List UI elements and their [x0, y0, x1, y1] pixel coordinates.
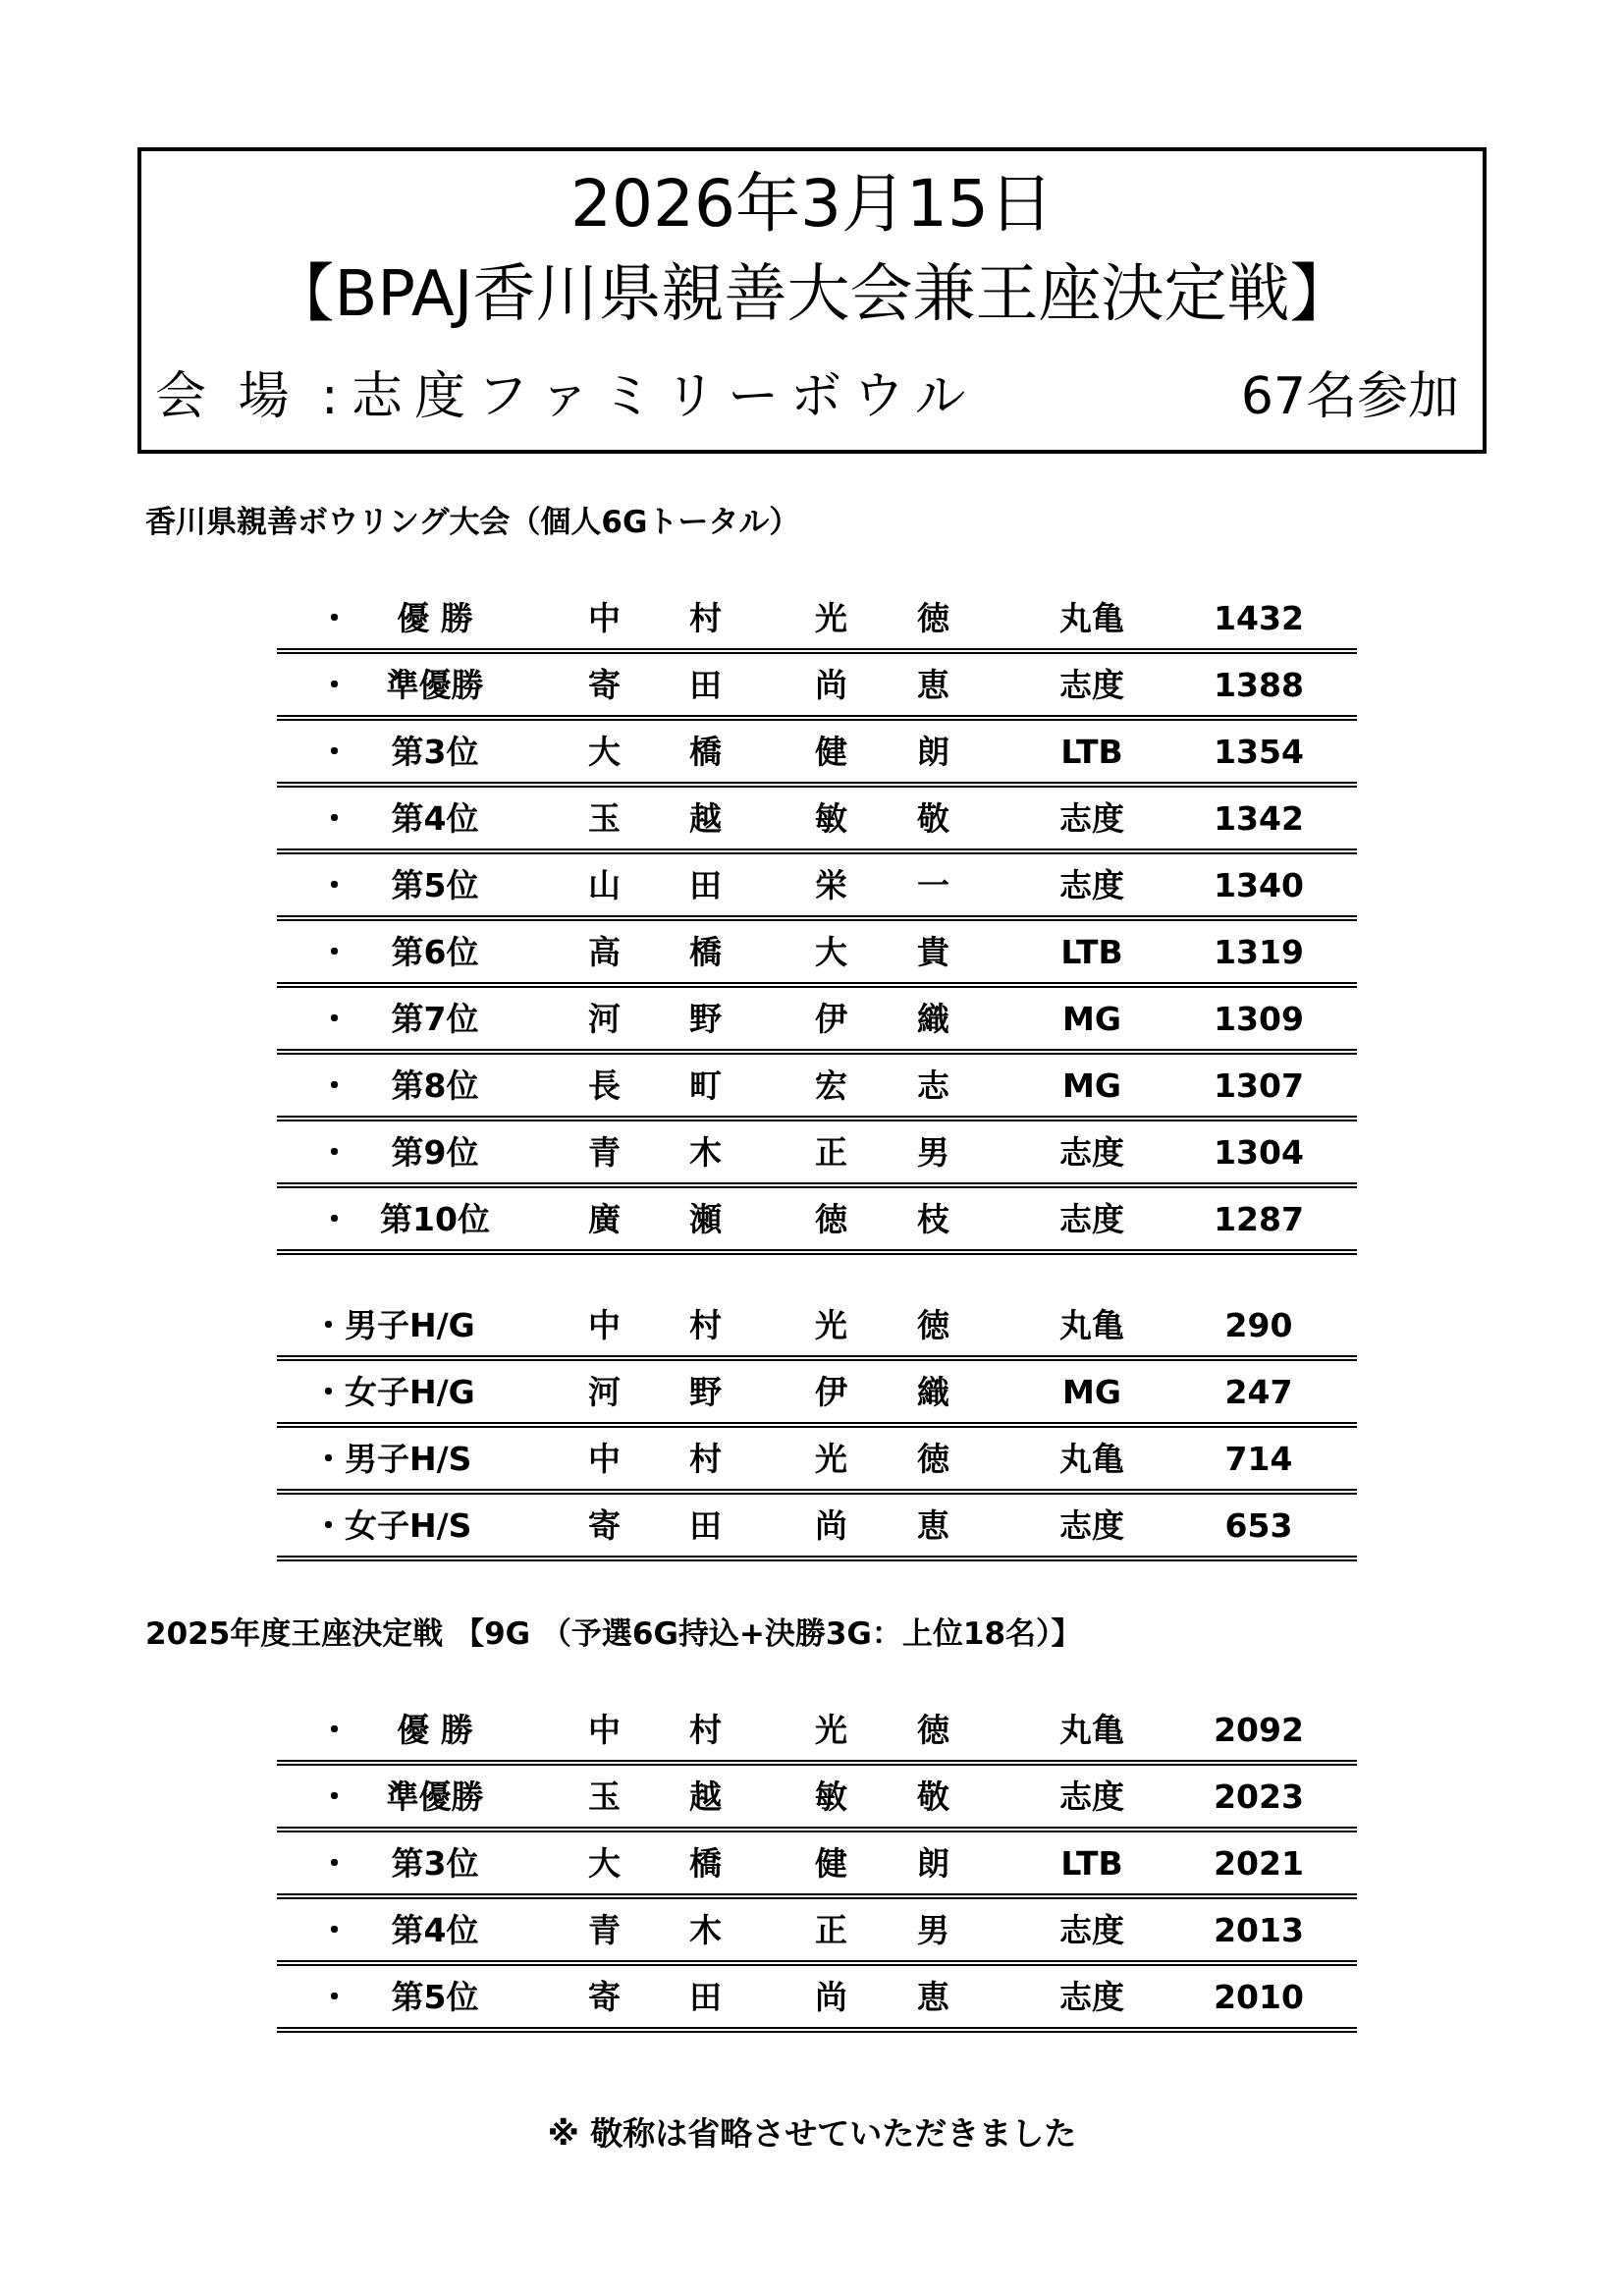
given-name-char: 光 — [815, 1306, 847, 1344]
participant-count: 67名参加 — [1240, 367, 1459, 426]
row-bullet: ・ — [318, 1978, 351, 2016]
club-name: 丸亀 — [1059, 1440, 1124, 1478]
given-name-char: 大 — [815, 933, 847, 971]
row-bullet: ・ — [318, 666, 351, 704]
footer-note: ※ 敬称は省略させていただきました — [547, 2114, 1077, 2153]
table-row — [277, 1832, 1357, 1899]
club-name: 志度 — [1059, 1911, 1124, 1949]
surname-char: 河 — [588, 1000, 621, 1038]
club-name: 志度 — [1059, 799, 1124, 838]
row-bullet: ・ — [318, 599, 351, 637]
score: 653 — [1224, 1506, 1293, 1545]
row-bullet: ・ — [318, 1911, 351, 1949]
score: 290 — [1224, 1306, 1293, 1344]
row-bullet: ・ — [318, 1711, 351, 1749]
rank-label: 第4位 — [391, 799, 479, 838]
surname-char: 田 — [689, 1506, 722, 1545]
table-row — [277, 1121, 1357, 1188]
rank-label: 第7位 — [391, 1000, 479, 1038]
surname-char: 青 — [588, 1911, 621, 1949]
surname-char: 村 — [689, 1711, 722, 1749]
surname-char: 野 — [689, 1373, 722, 1411]
row-bullet: ・ — [318, 1844, 351, 1883]
score: 1309 — [1214, 1000, 1304, 1038]
given-name-char: 尚 — [815, 666, 847, 704]
surname-char: 玉 — [588, 1777, 621, 1816]
given-name-char: 正 — [815, 1911, 847, 1949]
given-name-char: 徳 — [917, 1440, 949, 1478]
surname-char: 大 — [588, 733, 621, 771]
club-name: 志度 — [1059, 1506, 1124, 1545]
score: 1354 — [1214, 733, 1304, 771]
surname-char: 中 — [588, 1711, 621, 1749]
surname-char: 田 — [689, 666, 722, 704]
section1-results-table — [277, 587, 1357, 1255]
surname-char: 大 — [588, 1844, 621, 1883]
surname-char: 長 — [588, 1066, 621, 1105]
surname-char: 橋 — [689, 1844, 722, 1883]
surname-char: 町 — [689, 1066, 722, 1105]
given-name-char: 宏 — [815, 1066, 847, 1105]
surname-char: 木 — [689, 1133, 722, 1172]
score: 247 — [1224, 1373, 1293, 1411]
score: 1432 — [1214, 599, 1304, 637]
row-bullet: ・ — [318, 1066, 351, 1105]
club-name: LTB — [1060, 933, 1123, 971]
surname-char: 寄 — [588, 1978, 621, 2016]
row-bullet: ・ — [318, 799, 351, 838]
title-box — [137, 147, 1487, 454]
surname-char: 寄 — [588, 1506, 621, 1545]
award-label: ・女子H/G — [312, 1373, 475, 1411]
given-name-char: 恵 — [917, 1506, 949, 1545]
club-name: 志度 — [1059, 866, 1124, 904]
score: 1342 — [1214, 799, 1304, 838]
rank-label: 準優勝 — [386, 1777, 484, 1816]
rank-label: 第3位 — [391, 733, 479, 771]
given-name-char: 枝 — [917, 1200, 949, 1238]
surname-char: 瀬 — [689, 1200, 722, 1238]
club-name: 志度 — [1059, 1777, 1124, 1816]
score: 2013 — [1214, 1911, 1304, 1949]
award-label: ・女子H/S — [312, 1506, 472, 1545]
given-name-char: 徳 — [917, 1711, 949, 1749]
given-name-char: 健 — [815, 733, 847, 771]
rank-label: 第9位 — [391, 1133, 479, 1172]
table-row — [277, 1699, 1357, 1766]
club-name: MG — [1062, 1000, 1121, 1038]
given-name-char: 徳 — [917, 599, 949, 637]
row-bullet: ・ — [318, 1777, 351, 1816]
row-bullet: ・ — [318, 1200, 351, 1238]
rank-label: 優 勝 — [397, 1711, 473, 1749]
club-name: MG — [1062, 1373, 1121, 1411]
rank-label: 第3位 — [391, 1844, 479, 1883]
club-name: 丸亀 — [1059, 1306, 1124, 1344]
score: 2010 — [1214, 1978, 1304, 2016]
given-name-char: 敬 — [917, 799, 949, 838]
surname-char: 村 — [689, 1440, 722, 1478]
given-name-char: 敏 — [815, 799, 847, 838]
row-bullet: ・ — [318, 1000, 351, 1038]
score: 1307 — [1214, 1066, 1304, 1105]
given-name-char: 貴 — [917, 933, 949, 971]
surname-char: 橋 — [689, 933, 722, 971]
score: 1340 — [1214, 866, 1304, 904]
given-name-char: 男 — [917, 1133, 949, 1172]
given-name-char: 尚 — [815, 1506, 847, 1545]
row-bullet: ・ — [318, 733, 351, 771]
venue-name: 志度ファミリーボウル — [352, 367, 978, 426]
given-name-char: 敏 — [815, 1777, 847, 1816]
rank-label: 第10位 — [380, 1200, 490, 1238]
section2-results-table — [277, 1699, 1357, 2033]
section2-title: 2025年度王座決定戦 【9G （予選6G持込+決勝3G：上位18名）】 — [145, 1616, 1082, 1652]
row-bullet: ・ — [318, 1133, 351, 1172]
given-name-char: 一 — [917, 866, 949, 904]
club-name: 丸亀 — [1059, 1711, 1124, 1749]
table-row — [277, 654, 1357, 721]
score: 1319 — [1214, 933, 1304, 971]
surname-char: 中 — [588, 599, 621, 637]
given-name-char: 徳 — [917, 1306, 949, 1344]
given-name-char: 朗 — [917, 733, 949, 771]
given-name-char: 栄 — [815, 866, 847, 904]
score: 2023 — [1214, 1777, 1304, 1816]
rank-label: 第5位 — [391, 866, 479, 904]
given-name-char: 徳 — [815, 1200, 847, 1238]
row-bullet: ・ — [318, 866, 351, 904]
surname-char: 中 — [588, 1440, 621, 1478]
score: 1287 — [1214, 1200, 1304, 1238]
table-row — [277, 921, 1357, 988]
given-name-char: 恵 — [917, 1978, 949, 2016]
club-name: 志度 — [1059, 1133, 1124, 1172]
given-name-char: 健 — [815, 1844, 847, 1883]
table-row — [277, 854, 1357, 921]
event-date: 2026年3月15日 — [570, 166, 1054, 242]
surname-char: 村 — [689, 1306, 722, 1344]
surname-char: 青 — [588, 1133, 621, 1172]
table-row — [277, 721, 1357, 788]
award-label: ・男子H/G — [312, 1306, 475, 1344]
given-name-char: 光 — [815, 1440, 847, 1478]
given-name-char: 恵 — [917, 666, 949, 704]
event-title: 【BPAJ香川県親善大会兼王座決定戦】 — [271, 258, 1353, 331]
given-name-char: 尚 — [815, 1978, 847, 2016]
score: 1304 — [1214, 1133, 1304, 1172]
rank-label: 第4位 — [391, 1911, 479, 1949]
surname-char: 廣 — [588, 1200, 621, 1238]
table-row — [277, 1188, 1357, 1255]
club-name: MG — [1062, 1066, 1121, 1105]
surname-char: 河 — [588, 1373, 621, 1411]
table-row — [277, 1766, 1357, 1832]
club-name: 丸亀 — [1059, 599, 1124, 637]
given-name-char: 織 — [917, 1373, 949, 1411]
given-name-char: 伊 — [815, 1373, 847, 1411]
table-row — [277, 587, 1357, 654]
venue-label: 会 場 : — [155, 367, 347, 426]
surname-char: 玉 — [588, 799, 621, 838]
score: 1388 — [1214, 666, 1304, 704]
score: 2021 — [1214, 1844, 1304, 1883]
table-row — [277, 1899, 1357, 1966]
rank-label: 第8位 — [391, 1066, 479, 1105]
club-name: 志度 — [1059, 666, 1124, 704]
given-name-char: 男 — [917, 1911, 949, 1949]
table-row — [277, 1055, 1357, 1121]
rank-label: 第6位 — [391, 933, 479, 971]
given-name-char: 光 — [815, 599, 847, 637]
surname-char: 中 — [588, 1306, 621, 1344]
table-row — [277, 988, 1357, 1055]
table-row — [277, 1361, 1357, 1428]
rank-label: 優 勝 — [397, 599, 473, 637]
given-name-char: 正 — [815, 1133, 847, 1172]
given-name-char: 敬 — [917, 1777, 949, 1816]
table-row — [277, 1294, 1357, 1361]
surname-char: 寄 — [588, 666, 621, 704]
given-name-char: 伊 — [815, 1000, 847, 1038]
given-name-char: 志 — [917, 1066, 949, 1105]
section1-title: 香川県親善ボウリング大会（個人6Gトータル） — [145, 505, 800, 540]
surname-char: 越 — [689, 799, 722, 838]
table-row — [277, 788, 1357, 854]
rank-label: 準優勝 — [386, 666, 484, 704]
surname-char: 野 — [689, 1000, 722, 1038]
surname-char: 橋 — [689, 733, 722, 771]
score: 714 — [1224, 1440, 1293, 1478]
surname-char: 高 — [588, 933, 621, 971]
table-row — [277, 1428, 1357, 1495]
given-name-char: 光 — [815, 1711, 847, 1749]
section1-awards-table — [277, 1294, 1357, 1561]
surname-char: 村 — [689, 599, 722, 637]
rank-label: 第5位 — [391, 1978, 479, 2016]
club-name: LTB — [1060, 1844, 1123, 1883]
table-row — [277, 1966, 1357, 2033]
surname-char: 山 — [588, 866, 621, 904]
award-label: ・男子H/S — [312, 1440, 472, 1478]
score: 2092 — [1214, 1711, 1304, 1749]
row-bullet: ・ — [318, 933, 351, 971]
club-name: 志度 — [1059, 1200, 1124, 1238]
given-name-char: 朗 — [917, 1844, 949, 1883]
surname-char: 田 — [689, 866, 722, 904]
club-name: 志度 — [1059, 1978, 1124, 2016]
table-row — [277, 1495, 1357, 1561]
surname-char: 木 — [689, 1911, 722, 1949]
club-name: LTB — [1060, 733, 1123, 771]
given-name-char: 織 — [917, 1000, 949, 1038]
surname-char: 田 — [689, 1978, 722, 2016]
surname-char: 越 — [689, 1777, 722, 1816]
